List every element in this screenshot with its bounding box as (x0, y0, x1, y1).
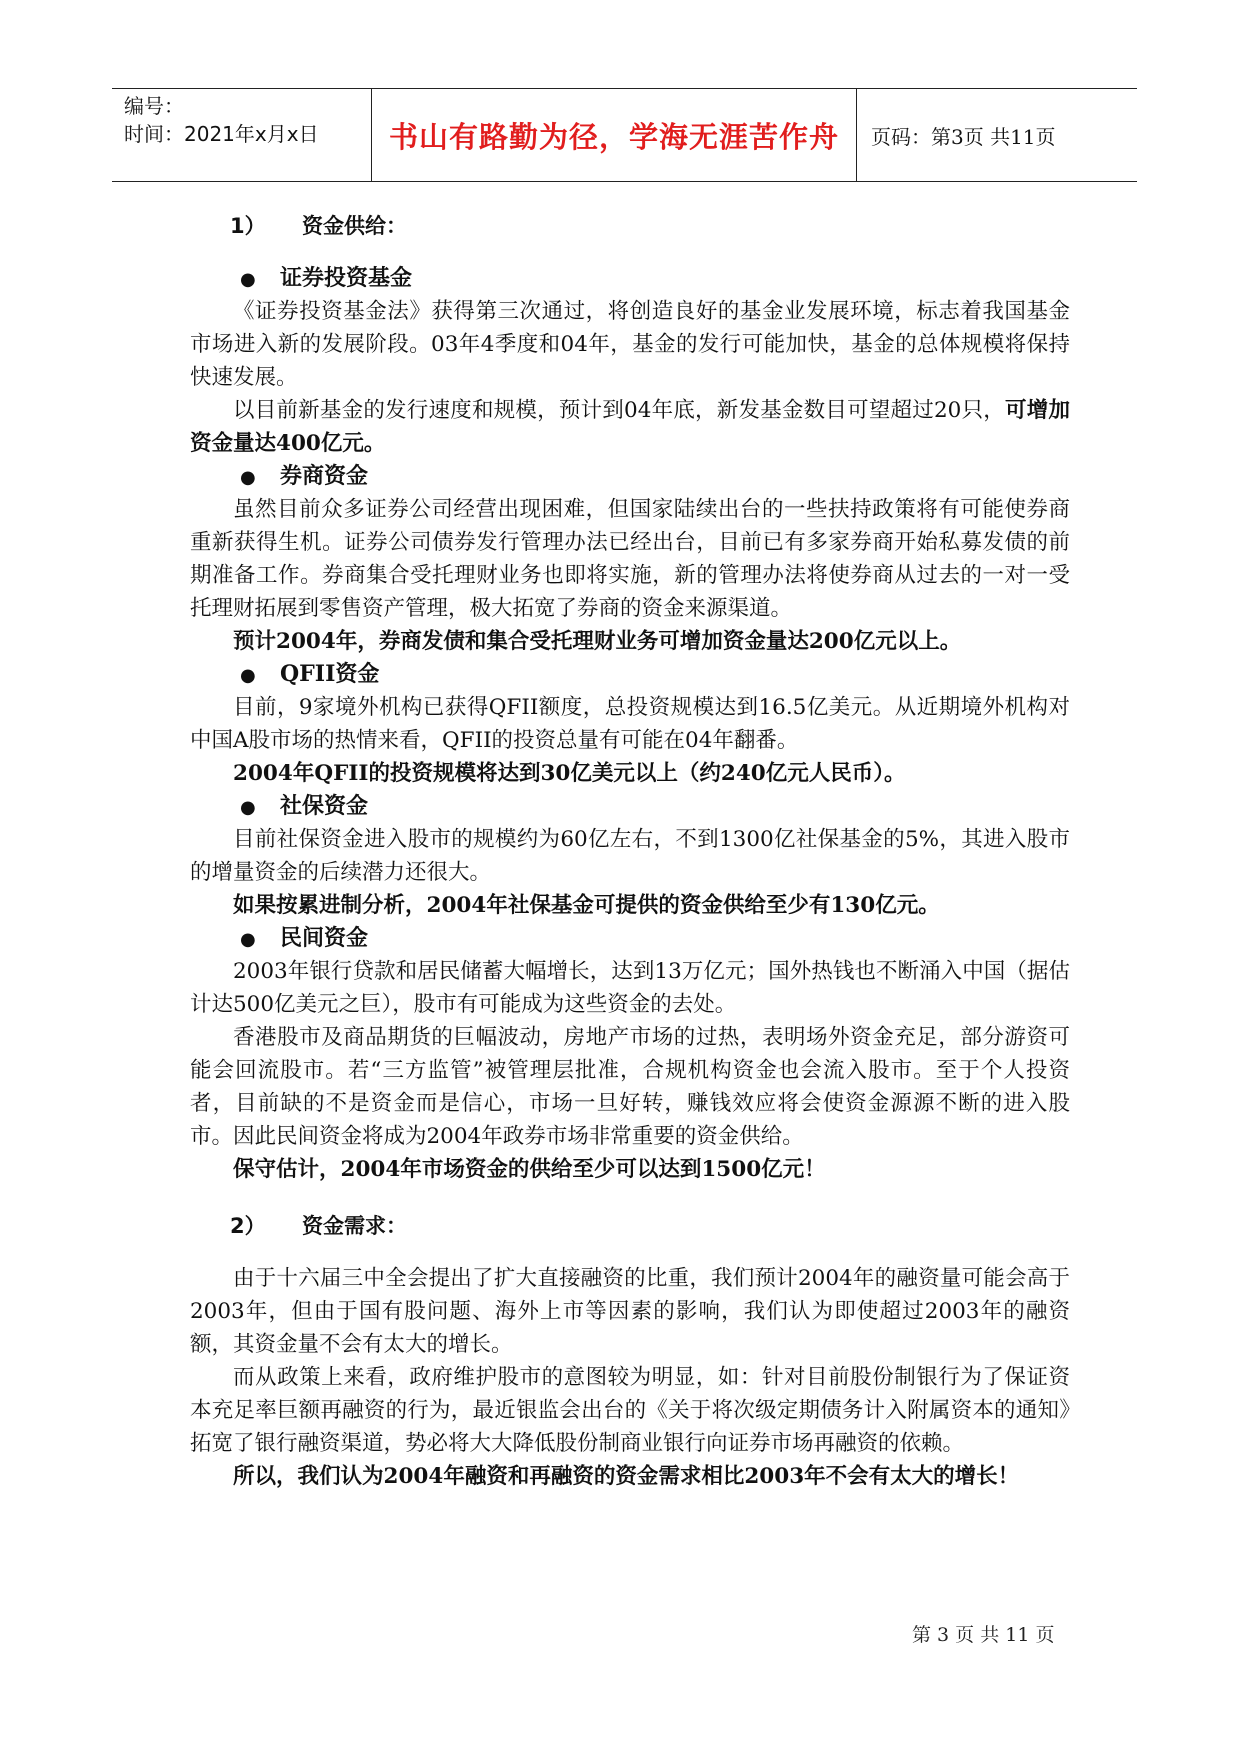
header-motto-cell (372, 89, 857, 181)
bullet-dot-icon: ● (240, 665, 256, 686)
bullet-heading-text: 民间资金 (280, 925, 369, 951)
bullet-heading-fund (240, 262, 1070, 295)
bullet-dot-icon: ● (240, 797, 256, 818)
paragraph (190, 394, 1070, 460)
paragraph-conclusion: 预计2004年，券商发债和集合受托理财业务可增加资金量达200亿元以上。 (233, 629, 962, 654)
time-label: 时间：2021年x月x日 (124, 122, 319, 146)
paragraph-conclusion: 所以，我们认为2004年融资和再融资的资金需求相比2003年不会有太大的增长！ (233, 1464, 1020, 1489)
bullet-heading-qfii (240, 658, 1070, 691)
header-motto: 书山有路勤为径，学海无涯苦作舟 (388, 119, 839, 154)
bullet-heading-text: 社保资金 (280, 793, 369, 819)
paragraph-conclusion: 如果按累进制分析，2004年社保基金可提供的资金供给至少有130亿元。 (233, 893, 940, 918)
bullet-dot-icon: ● (240, 467, 256, 488)
paragraph-conclusion: 保守估计，2004年市场资金的供给至少可以达到1500亿元！ (233, 1157, 826, 1182)
paragraph-emphasis: 可增加资金量达400亿元。 (190, 398, 1070, 456)
header-page-info: 页码：第3页 共11页 (871, 124, 1056, 149)
header-meta (112, 89, 372, 181)
paragraph: 《证券投资基金法》获得第三次通过，将创造良好的基金业发展环境，标志着我国基金市场进入新的发展阶段。03年4季度和04年，基金的发行可能加快，基金的总体规模将保持快速发展。 (190, 299, 1070, 390)
section-heading: 资金供给： (302, 214, 407, 238)
bullet-heading-private (240, 922, 1070, 955)
page-header (112, 88, 1137, 182)
paragraph: 2003年银行贷款和居民储蓄大幅增长，达到13万亿元；国外热钱也不断涌入中国（据估计达500亿美元之巨），股市有可能成为这些资金的去处。 (190, 959, 1070, 1017)
paragraph-text: 以目前新基金的发行速度和规模，预计到04年底，新发基金数目可望超过20只， (233, 398, 1006, 423)
paragraph: 虽然目前众多证券公司经营出现困难，但国家陆续出台的一些扶持政策将有可能使券商重新获得生机。证券公司债券发行管理办法已经出台，目前已有多家券商开始私募发债的前期准备工作。券商集合受托理财业务也即将实施，新的管理办法将使券商从过去的一对一受托理财拓展到零售资产管理，极大拓宽了券商的资金来源渠道。 (190, 497, 1070, 621)
section-number: 1） (230, 214, 266, 238)
spacer (190, 1186, 1070, 1200)
paragraph-conclusion: 2004年QFII的投资规模将达到30亿美元以上（约240亿元人民币）。 (233, 761, 906, 786)
bullet-heading-social (240, 790, 1070, 823)
section-heading: 资金需求： (302, 1214, 407, 1238)
bullet-dot-icon: ● (240, 269, 256, 290)
paragraph: 目前社保资金进入股市的规模约为60亿左右，不到1300亿社保基金的5%，其进入股市的增量资金的后续潜力还很大。 (190, 827, 1070, 885)
section-title-demand (230, 1210, 1070, 1240)
paragraph: 目前，9家境外机构已获得QFII额度，总投资规模达到16.5亿美元。从近期境外机构对中国A股市场的热情来看，QFII的投资总量有可能在04年翻番。 (190, 695, 1070, 753)
paragraph: 香港股市及商品期货的巨幅波动，房地产市场的过热，表明场外资金充足，部分游资可能会回流股市。若“三方监管”被管理层批准，合规机构资金也会流入股市。至于个人投资者，目前缺的不是资金而是信心，市场一旦好转，赚钱效应将会使资金源源不断的进入股市。因此民间资金将成为2004年政券市场非常重要的资金供给。 (190, 1025, 1070, 1149)
bullet-heading-broker (240, 460, 1070, 493)
page-footer: 第 3 页 共 11 页 (912, 1624, 1055, 1646)
paragraph: 由于十六届三中全会提出了扩大直接融资的比重，我们预计2004年的融资量可能会高于2003年，但由于国有股问题、海外上市等因素的影响，我们认为即使超过2003年的融资额，其资金量不会有太大的增长。 (190, 1266, 1070, 1357)
paragraph: 而从政策上来看，政府维护股市的意图较为明显，如：针对目前股份制银行为了保证资本充足率巨额再融资的行为，最近银监会出台的《关于将次级定期债务计入附属资本的通知》拓宽了银行融资渠道，势必将大大降低股份制商业银行向证券市场再融资的依赖。 (190, 1365, 1070, 1456)
document-body (190, 200, 1070, 1493)
header-page-info-cell (857, 89, 1137, 181)
section-title-supply (230, 210, 1070, 240)
serial-label: 编号： (124, 94, 184, 118)
bullet-heading-text: 证券投资基金 (280, 265, 413, 291)
bullet-heading-text: 券商资金 (280, 463, 369, 489)
bullet-dot-icon: ● (240, 929, 256, 950)
section-number: 2） (230, 1214, 266, 1238)
bullet-heading-text: QFII资金 (280, 661, 380, 687)
